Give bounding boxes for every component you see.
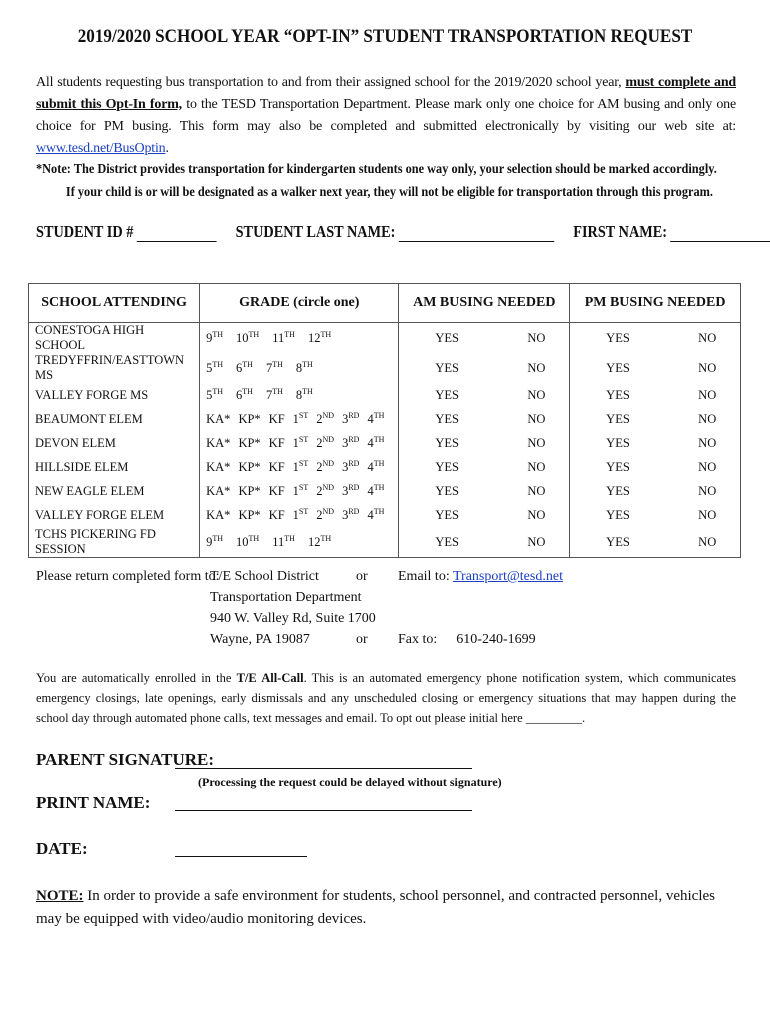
allcall-bold: T/E All-Call	[236, 671, 304, 685]
pm-yes-option[interactable]: YES	[606, 483, 630, 498]
am-no-option[interactable]: NO	[527, 330, 546, 345]
school-name: BEAUMONT ELEM	[29, 407, 200, 431]
pm-no-option[interactable]: NO	[698, 534, 717, 549]
grade-number: 4	[367, 508, 374, 523]
grade-suffix: RD	[348, 506, 360, 516]
grade-suffix: TH	[212, 329, 224, 339]
grade-number: 9	[206, 535, 213, 550]
grade-suffix: TH	[212, 359, 224, 369]
grade-number: 7	[265, 361, 273, 376]
grade-option[interactable]	[308, 535, 331, 549]
student-fields-row	[36, 222, 770, 242]
email-link[interactable]: Transport@tesd.net	[452, 569, 563, 584]
grade-number: KA*	[206, 484, 231, 499]
grade-number: KF	[268, 508, 285, 523]
am-yes-option[interactable]: YES	[435, 534, 459, 549]
grade-options	[200, 479, 399, 503]
grade-option[interactable]	[342, 460, 359, 474]
school-name: CONESTOGA HIGH SCHOOL	[29, 323, 200, 354]
intro-paragraph	[36, 72, 736, 160]
grade-number: 6	[236, 361, 243, 376]
grade-number: 2	[316, 436, 323, 451]
grade-suffix: RD	[348, 482, 360, 492]
grade-option[interactable]	[206, 361, 223, 375]
address-line: Wayne, PA 19087	[210, 632, 310, 647]
school-name: TREDYFFRIN/EASTTOWN MS	[29, 353, 200, 383]
form-title: 2019/2020 SCHOOL YEAR “OPT-IN” STUDENT TRANSPORTATION REQUEST	[77, 26, 693, 47]
grade-number: KF	[268, 484, 285, 499]
table-row	[29, 431, 741, 455]
grade-option[interactable]	[293, 508, 309, 522]
am-no-option[interactable]: NO	[527, 360, 546, 375]
allcall-text: You are automatically enrolled in the	[36, 671, 237, 685]
note-line-2: If your child is or will be designated as a walker next year, they will not be eligible for transportation through this program.	[65, 185, 713, 200]
grade-option[interactable]	[272, 331, 295, 345]
grade-suffix: RD	[348, 458, 360, 468]
grade-option[interactable]	[308, 331, 331, 345]
grade-suffix: TH	[320, 533, 332, 543]
grade-option[interactable]	[238, 412, 260, 426]
pm-no-option[interactable]: NO	[698, 483, 717, 498]
student-id-field[interactable]	[137, 225, 217, 242]
grade-suffix: TH	[212, 533, 224, 543]
intro-text-3: .	[165, 141, 169, 156]
grade-number: 4	[367, 460, 374, 475]
grade-number: 3	[342, 508, 349, 523]
email-label: Email to:	[398, 569, 450, 584]
grade-number: KP*	[238, 508, 261, 523]
grade-suffix: ND	[322, 482, 335, 492]
grade-option[interactable]	[206, 460, 230, 474]
am-busing-cell	[399, 527, 570, 558]
am-busing-cell	[399, 479, 570, 503]
am-no-option[interactable]: NO	[527, 459, 546, 474]
pm-busing-cell	[570, 383, 741, 407]
am-no-option[interactable]: NO	[527, 507, 546, 522]
grade-option[interactable]	[367, 484, 384, 498]
grade-suffix: ST	[298, 482, 309, 492]
grade-option[interactable]	[367, 508, 384, 522]
monitoring-note	[36, 885, 736, 931]
intro-emphasis: must complete and submit this Opt-In form,	[36, 75, 737, 112]
grade-suffix: TH	[373, 506, 385, 516]
am-busing-cell	[399, 431, 570, 455]
bus-optin-link[interactable]: www.tesd.net/BusOptin	[36, 141, 166, 156]
grade-option[interactable]	[342, 484, 359, 498]
allcall-paragraph	[36, 668, 736, 728]
am-yes-option[interactable]: YES	[435, 435, 459, 450]
grade-option[interactable]	[236, 388, 253, 402]
grade-suffix: TH	[373, 410, 385, 420]
am-no-option[interactable]: NO	[527, 411, 546, 426]
pm-yes-option[interactable]: YES	[606, 534, 630, 549]
school-name: NEW EAGLE ELEM	[29, 479, 200, 503]
school-name: VALLEY FORGE MS	[29, 383, 200, 407]
am-yes-option[interactable]: YES	[435, 360, 459, 375]
grade-number: 1	[292, 460, 299, 475]
fax-label: Fax to:	[398, 632, 438, 647]
grade-option[interactable]	[238, 460, 260, 474]
date-label: DATE:	[36, 839, 88, 858]
grade-suffix: TH	[373, 482, 385, 492]
pm-busing-cell	[570, 479, 741, 503]
grade-suffix: TH	[302, 359, 313, 369]
grade-option[interactable]	[206, 388, 223, 402]
grade-suffix: ST	[298, 458, 309, 468]
grade-suffix: RD	[348, 410, 360, 420]
pm-yes-option[interactable]: YES	[606, 507, 630, 522]
pm-no-option[interactable]: NO	[698, 507, 717, 522]
grade-option[interactable]	[269, 412, 285, 426]
student-last-name-label: STUDENT LAST NAME:	[235, 222, 396, 241]
intro-text: All students requesting bus transportation to and from their assigned school for the 2019/2020 school year,	[36, 75, 626, 90]
grade-number: 3	[342, 484, 349, 499]
am-yes-option[interactable]: YES	[435, 411, 459, 426]
date-field[interactable]	[175, 856, 307, 857]
grade-number: 1	[292, 412, 299, 427]
am-busing-cell	[399, 353, 570, 383]
header-pm: PM BUSING NEEDED	[570, 284, 741, 323]
grade-suffix: TH	[272, 386, 283, 396]
grade-option[interactable]	[236, 361, 253, 375]
intro-text-2: to the TESD Transportation Department. Please mark only one choice for AM busing and only one choice for PM busing. This form may also be completed and submitted electronically by visiting our web site at:	[36, 97, 736, 134]
grade-suffix: TH	[284, 329, 295, 339]
grade-number: 1	[292, 436, 299, 451]
grade-number: KP*	[238, 412, 261, 427]
grade-suffix: TH	[373, 458, 385, 468]
grade-number: KF	[268, 460, 285, 475]
pm-yes-option[interactable]: YES	[606, 360, 630, 375]
table-row	[29, 503, 741, 527]
am-no-option[interactable]: NO	[527, 534, 546, 549]
return-address	[210, 566, 376, 650]
pm-no-option[interactable]: NO	[698, 360, 717, 375]
grade-option[interactable]	[293, 436, 309, 450]
grade-option[interactable]	[269, 436, 285, 450]
grade-number: 12	[307, 331, 321, 346]
grade-option[interactable]	[316, 460, 334, 474]
grade-number: 3	[342, 436, 349, 451]
grade-option[interactable]	[293, 460, 309, 474]
am-busing-cell	[399, 323, 570, 354]
grade-number: 1	[292, 484, 299, 499]
grade-options	[200, 455, 399, 479]
student-last-name-field[interactable]	[399, 225, 554, 242]
grade-option[interactable]	[342, 436, 359, 450]
table-row	[29, 479, 741, 503]
grade-number: KF	[268, 436, 285, 451]
grade-number: 5	[206, 388, 213, 403]
address-line: Transportation Department	[210, 590, 362, 605]
note-text: In order to provide a safe environment for students, school personnel, and contracted personnel, vehicles may be equipped with video/audio monitoring devices.	[36, 888, 715, 927]
note-line-1: *Note: The District provides transportation for kindergarten students one way only, your selection should be marked accordingly.	[36, 162, 717, 177]
grade-option[interactable]	[269, 460, 285, 474]
grade-options	[200, 383, 399, 407]
fax-number: 610-240-1699	[456, 632, 536, 647]
pm-busing-cell	[570, 353, 741, 383]
note-label: NOTE:	[36, 888, 84, 904]
grade-option[interactable]	[206, 331, 223, 345]
grade-number: 4	[367, 436, 374, 451]
grade-suffix: ST	[298, 434, 309, 444]
pm-yes-option[interactable]: YES	[606, 435, 630, 450]
pm-busing-cell	[570, 407, 741, 431]
processing-note: (Processing the request could be delayed without signature)	[198, 775, 502, 789]
am-yes-option[interactable]: YES	[435, 483, 459, 498]
table-row	[29, 455, 741, 479]
grade-number: KA*	[206, 412, 231, 427]
grade-options	[200, 323, 399, 354]
pm-busing-cell	[570, 431, 741, 455]
grade-suffix: ND	[322, 458, 335, 468]
parent-signature-label: PARENT SIGNATURE:	[36, 750, 215, 769]
print-name-field[interactable]	[175, 810, 472, 811]
grade-option[interactable]	[206, 535, 223, 549]
pm-no-option[interactable]: NO	[698, 435, 717, 450]
grade-suffix: TH	[242, 386, 253, 396]
grade-suffix: ND	[322, 434, 335, 444]
grade-suffix: ST	[298, 506, 309, 516]
pm-no-option[interactable]: NO	[698, 411, 717, 426]
school-table	[28, 283, 741, 558]
grade-option[interactable]	[316, 436, 334, 450]
am-no-option[interactable]: NO	[527, 483, 546, 498]
school-name: DEVON ELEM	[29, 431, 200, 455]
grade-suffix: TH	[373, 434, 385, 444]
grade-number: KF	[268, 412, 285, 427]
am-yes-option[interactable]: YES	[435, 459, 459, 474]
grade-number: 9	[206, 331, 213, 346]
grade-suffix: TH	[284, 533, 295, 543]
school-name: HILLSIDE ELEM	[29, 455, 200, 479]
grade-options	[200, 503, 399, 527]
grade-option[interactable]	[342, 508, 359, 522]
header-am: AM BUSING NEEDED	[399, 284, 570, 323]
table-row	[29, 353, 741, 383]
grade-option[interactable]	[206, 436, 230, 450]
grade-number: 6	[236, 388, 243, 403]
table-row	[29, 527, 741, 558]
allcall-text-2: . This is an automated emergency phone notification system, which communicates emergency closings, late openings, early dismissals and any unscheduled closing or emergency situations that may happen during the school day through automated phone calls, text messages and email. To opt out please initial here _________.	[36, 671, 736, 725]
am-busing-cell	[399, 407, 570, 431]
grade-number: 8	[295, 361, 303, 376]
grade-number: 10	[236, 331, 249, 346]
grade-option[interactable]	[236, 535, 259, 549]
grade-suffix: TH	[272, 359, 283, 369]
first-name-label: FIRST NAME:	[573, 222, 668, 241]
kindergarten-note	[36, 158, 770, 204]
table-body	[29, 323, 741, 558]
am-no-option[interactable]: NO	[527, 435, 546, 450]
pm-no-option[interactable]: NO	[698, 330, 717, 345]
grade-number: 4	[367, 484, 374, 499]
parent-signature-field[interactable]	[175, 768, 472, 769]
grade-option[interactable]	[238, 484, 260, 498]
grade-number: 5	[206, 361, 213, 376]
grade-number: 11	[272, 331, 285, 346]
am-busing-cell	[399, 455, 570, 479]
grade-number: KA*	[206, 436, 231, 451]
grade-options	[200, 431, 399, 455]
am-yes-option[interactable]: YES	[435, 507, 459, 522]
grade-option[interactable]	[367, 436, 384, 450]
first-name-field[interactable]	[671, 225, 770, 242]
grade-suffix: TH	[320, 329, 332, 339]
grade-option[interactable]	[296, 361, 313, 375]
pm-yes-option[interactable]: YES	[606, 387, 630, 402]
grade-suffix: TH	[302, 386, 313, 396]
grade-options	[200, 407, 399, 431]
table-header-row	[29, 284, 741, 323]
grade-number: 12	[307, 535, 321, 550]
am-yes-option[interactable]: YES	[435, 387, 459, 402]
grade-option[interactable]	[238, 436, 260, 450]
grade-option[interactable]	[367, 460, 384, 474]
grade-number: 3	[342, 412, 349, 427]
email-row	[398, 566, 563, 587]
pm-busing-cell	[570, 527, 741, 558]
grade-option[interactable]	[236, 331, 259, 345]
address-line: T/E School District	[210, 569, 319, 584]
grade-number: 2	[316, 460, 323, 475]
grade-option[interactable]	[206, 484, 230, 498]
grade-number: 1	[292, 508, 299, 523]
grade-number: KP*	[238, 436, 261, 451]
grade-option[interactable]	[266, 361, 283, 375]
grade-number: 11	[272, 535, 285, 550]
address-line: 940 W. Valley Rd, Suite 1700	[210, 611, 376, 626]
school-name: VALLEY FORGE ELEM	[29, 503, 200, 527]
grade-suffix: ND	[322, 410, 335, 420]
grade-option[interactable]	[367, 412, 384, 426]
am-no-option[interactable]: NO	[527, 387, 546, 402]
grade-option[interactable]	[316, 412, 334, 426]
grade-number: KP*	[238, 484, 261, 499]
am-busing-cell	[399, 503, 570, 527]
grade-suffix: TH	[212, 386, 224, 396]
grade-number: KA*	[206, 460, 231, 475]
table-row	[29, 383, 741, 407]
grade-number: 10	[236, 535, 249, 550]
grade-suffix: RD	[348, 434, 360, 444]
grade-option[interactable]	[266, 388, 283, 402]
grade-option[interactable]	[272, 535, 295, 549]
grade-suffix: ND	[322, 506, 335, 516]
grade-option[interactable]	[296, 388, 313, 402]
grade-number: 7	[265, 388, 273, 403]
grade-option[interactable]	[269, 508, 285, 522]
grade-number: 4	[367, 412, 374, 427]
grade-option[interactable]	[206, 412, 230, 426]
pm-busing-cell	[570, 503, 741, 527]
grade-number: KA*	[206, 508, 231, 523]
grade-option[interactable]	[238, 508, 260, 522]
header-grade: GRADE (circle one)	[200, 284, 399, 323]
grade-number: KP*	[238, 460, 261, 475]
am-yes-option[interactable]: YES	[435, 330, 459, 345]
student-id-label: STUDENT ID #	[36, 222, 134, 241]
grade-option[interactable]	[316, 508, 334, 522]
am-busing-cell	[399, 383, 570, 407]
table-row	[29, 323, 741, 354]
grade-option[interactable]	[206, 508, 230, 522]
grade-option[interactable]	[293, 412, 309, 426]
grade-suffix: TH	[242, 359, 253, 369]
grade-suffix: TH	[248, 533, 260, 543]
grade-suffix: ST	[298, 410, 309, 420]
school-name: TCHS PICKERING FD SESSION	[29, 527, 200, 558]
grade-options	[200, 527, 399, 558]
grade-option[interactable]	[269, 484, 285, 498]
grade-suffix: TH	[248, 329, 260, 339]
pm-busing-cell	[570, 323, 741, 354]
grade-number: 2	[316, 508, 323, 523]
pm-busing-cell	[570, 455, 741, 479]
or-fax: or	[356, 632, 368, 647]
or-email: or	[356, 569, 368, 584]
grade-number: 2	[316, 412, 323, 427]
grade-number: 8	[295, 388, 303, 403]
grade-option[interactable]	[316, 484, 334, 498]
table-row	[29, 407, 741, 431]
fax-row	[398, 629, 536, 650]
pm-yes-option[interactable]: YES	[606, 411, 630, 426]
grade-number: 3	[342, 460, 349, 475]
grade-options	[200, 353, 399, 383]
grade-number: 2	[316, 484, 323, 499]
header-school: SCHOOL ATTENDING	[29, 284, 200, 323]
pm-yes-option[interactable]: YES	[606, 459, 630, 474]
grade-option[interactable]	[342, 412, 359, 426]
print-name-label: PRINT NAME:	[36, 793, 151, 812]
pm-yes-option[interactable]: YES	[606, 330, 630, 345]
pm-no-option[interactable]: NO	[698, 459, 717, 474]
return-label: Please return completed form to:	[36, 569, 220, 584]
grade-option[interactable]	[293, 484, 309, 498]
pm-no-option[interactable]: NO	[698, 387, 717, 402]
